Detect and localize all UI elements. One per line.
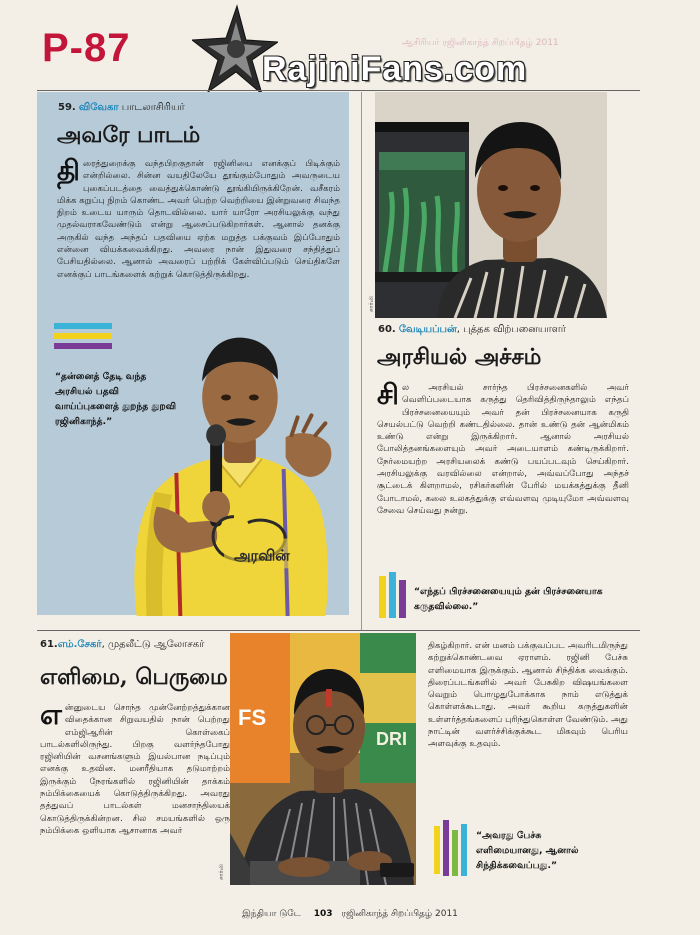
article-59-name: விவேகா — [78, 102, 119, 113]
article-61-dropcap: எ — [40, 698, 62, 731]
article-61-body-left-text: ன்னுடைய சொந்த முன்னேற்றத்துக்கான விதைக்கான சிறுவயதில் நான் பெற்றது எம்ஜிஆரின் கொள்கைப் பாடல்களிலிருந்து. பிறகு வளர்ந்தபோது ரஜினியின் வசனங்களும் இயல்பான நடிப்பும் எனக்கு உதவின. மனரீதியாக தடுமாற்றம் இருக்கும் நேரங்களில் ரஜினியின் தாக்கம் நம்பிக்கையைக் கொடுத்திருக்கிறது. அவரது தத்துவப் பாடல்கள் மனசாந்தியைக் கொடுத்திருக்கின்றன. சில சமயங்களில் ஒரு நம்பிக்கை ஒளியாக ஆசானாக அவர் — [40, 703, 230, 836]
article-59-bar-purple — [54, 343, 112, 349]
footer-page-number: 103 — [313, 909, 333, 919]
article-59-title: அவரே பாடம் — [57, 122, 201, 148]
article-59-number: 59. — [58, 102, 76, 113]
article-60-role: புத்தக விற்பனையாளர் — [463, 324, 566, 335]
article-59-role: பாடலாசிரியர் — [121, 102, 185, 113]
article-61-bar-yellow — [434, 826, 440, 874]
header-faint-text: ஆசிரியர் ரஜினிகாந்த் சிறப்பிதழ் 2011 — [402, 38, 559, 48]
article-60-body-text: ல அரசியல் சார்ந்த பிரச்சனைகளில் அவர் வெளிப்படையாக கருத்து தெரிவித்திருந்தாலும் எந்தப் பிரச்சனையையும் அவர் தன் பிரச்சனையாக கருதி செயல்பட்டு வெற்றி கண்டதில்லை. தான் உண்டு தன் ஆன்மிகம் உண்டு என்று இருக்கிறார். ஆனால் அரசியல் போலித்தனங்களையும் அவர் அடையாளம் கண்டிருக்கிறார். நேர்மையற்ற அரசியலைக் கண்டு பயப்படவும் செய்கிறார். அரசியலுக்கு வரவில்லை என்றால், அவ்வப்போது அந்தச் சூட்டைக் கிளறாமல், ரசிகர்களின் பேரில் மயக்கத்துக்கு தீனி போடாமல், கலை உலகத்துக்கு எவ்வளவு முடியுமோ அவ்வளவு சேவை செய்வது நன்று. — [377, 383, 629, 516]
svg-text:DRI: DRI — [376, 729, 407, 749]
article-61-photo — [230, 633, 416, 885]
article-60-bar-purple — [399, 580, 406, 618]
article-59-quote: “தன்னைத் தேடி வந்த அரசியல் பதவி வாய்ப்புகளைத் துறந்த துறவி ரஜினிகாந்த்.” — [55, 371, 177, 427]
article-59-body — [57, 154, 340, 281]
article-60-dropcap: சி — [377, 378, 399, 411]
svg-text:FS: FS — [238, 705, 267, 730]
article-61-bar-purple — [443, 820, 449, 876]
article-61-body-left — [40, 698, 230, 837]
header-rule — [37, 90, 640, 91]
article-59-bar-yellow — [54, 333, 112, 339]
article-60-byline: 60. வேடியப்பன், புத்தக விற்பனையாளர் — [378, 324, 566, 335]
article-61-body-right: திகழ்கிறார். என் மனம் பக்குவப்பட அவரிடமிருந்து கற்றுக்கொண்டவை ஏராளம். ரஜினி பேச்சு எளிமையாக இருக்கும். ஆனால் சிந்திக்க வைக்கும். திரைப்படங்களில் அவர் பேசுகிற விஷயங்களை வெறும் பொழுதுபோக்காக நாம் எடுத்துக் கொள்ளக்கூடாது. அவர் கூறிய கருத்துகளின் உள்ளர்த்தங்களைப் புரிந்துகொள்ள வேண்டும். அது நாட்டின் வளர்ச்சிக்குக்கூட மிகவும் பெரிய அளவுக்கு உதவும். — [428, 641, 628, 750]
article-61-number: 61. — [40, 639, 58, 650]
footer — [0, 909, 700, 920]
article-59-bar-cyan — [54, 323, 112, 329]
article-61-photo-credit: சார்லி — [218, 864, 225, 880]
article-61-quote: “அவரது பேச்சு எளிமையானது, ஆனால் சிந்திக்கவைப்பது.” — [476, 830, 579, 871]
section-rule — [37, 630, 640, 631]
watermark-text: RajiniFans.com — [262, 50, 528, 88]
article-61-role: முதலீட்டு ஆலோசகர் — [107, 639, 205, 650]
article-61-bar-cyan — [461, 824, 467, 876]
article-61-bar-green — [452, 830, 458, 876]
footer-publication: இந்தியா டுடே — [242, 909, 301, 919]
article-60-name: வேடியப்பன் — [398, 324, 457, 335]
article-60-number: 60. — [378, 324, 396, 335]
article-59-dropcap: தி — [57, 154, 80, 187]
article-61-title: எளிமை, பெருமை — [40, 664, 228, 690]
article-59-shirt-text: அரவின் — [233, 546, 290, 565]
article-61-byline: 61.எம்.சேகர், முதலீட்டு ஆலோசகர் — [40, 639, 205, 650]
article-59-byline — [58, 102, 185, 114]
article-60-body — [377, 378, 629, 517]
article-60-title: அரசியல் அச்சம் — [377, 344, 542, 370]
article-59-body-text: ரைத்துறைக்கு வந்தபிறகுதான் ரஜினியை எனக்குப் பிடிக்கும் என்றில்லை. சின்ன வயதிலேயே தூங்கும்போதும் அவருடைய புகைப்படத்தை வைத்துக்கொண்டு தூங்கியிருக்கிறேன். வசீகரம் மிக்க கறுப்பு நிறம் கொண்ட அவர் பெற்ற வெற்றியை இன்றுவரை சிவந்த நிறம் உடைய யாரும் தொடவில்லை. யார் யாரோ அரசியலுக்கு வந்து முதல்வராகவேண்டும் என்று ஆசைப்படுகிறார்கள். ஆனால் தனக்கு அருகில் வந்த அந்தப் பதவியை ஏற்க மறுத்த பக்குவம் இப்போதும் என்னை வியக்கவைக்கிறது. அவரை நான் இதுவரை சந்தித்துப் பேசியதில்லை. ஆனால் அவரைப் பற்றிக் கேள்விப்படும் செய்திகளே எனக்குப் பாடங்களைக் கற்றுக் கொடுத்திருக்கிறது. — [57, 159, 340, 280]
footer-issue: ரஜினிகாந்த் சிறப்பிதழ் 2011 — [341, 909, 458, 919]
article-60-photo-credit: சார்லி — [368, 296, 375, 312]
article-60-bar-yellow — [379, 576, 386, 618]
article-60-photo — [375, 92, 607, 318]
article-59-speaker-photo — [116, 318, 346, 616]
article-61-name: எம்.சேகர் — [57, 639, 102, 650]
article-60-bar-cyan — [389, 572, 396, 618]
article-60-quote: “எந்தப் பிரச்சனையையும் தன் பிரச்சனையாக கருதவில்லை.” — [414, 586, 603, 612]
column-rule — [361, 92, 362, 630]
page-label: P-87 — [42, 26, 131, 70]
